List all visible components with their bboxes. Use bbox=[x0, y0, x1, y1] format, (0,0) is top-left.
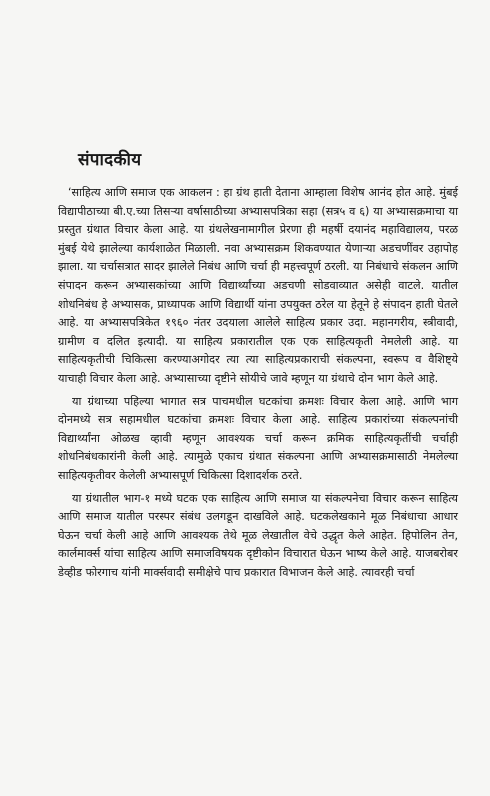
paragraph-3: या ग्रंथातील भाग-१ मध्ये घटक एक साहित्य आणि समाज या संकल्पनेचा विचार करून साहित्य आणि समाज यातील परस्पर संबंध उलगडून दाखविले आहे. घटकलेखकाने मूळ निबंधाचा आधार घेऊन चर्चा केली आहे आणि आवश्यक तेथे मूळ लेखातील वेचे उद्धृत केले आहेत. हिपोलिन तेन, कार्लमार्क्स यांचा साहित्य आणि समाजविषयक दृष्टीकोन विचारात घेऊन भाष्य केले आहे. याजबरोबर डेव्हीड फोरगाच यांनी मार्क्सवादी समीक्षेचे पाच प्रकारात विभाजन केले आहे. त्यावरही चर्चा bbox=[58, 491, 458, 579]
paragraph-1: ‘साहित्य आणि समाज एक आकलन : हा ग्रंथ हाती देताना आम्हाला विशेष आनंद होत आहे. मुंबई विद्यापीठाच्या बी.ए.च्या तिसऱ्या वर्षासाठीच्या अभ्यासपत्रिका सहा (सत्र५ व ६) या अभ्यासक्रमाचा या प्रस्तुत ग्रंथात विचार केला आहे. या ग्रंथलेखनामागील प्रेरणा ही महर्षी दयानंद महाविद्यालय, परळ मुंबई येथे झालेल्या कार्यशाळेत मिळाली. नवा अभ्यासक्रम शिकवण्यात येणाऱ्या अडचणींवर उहापोह झाला. या चर्चासत्रात सादर झालेले निबंध आणि चर्चा ही महत्त्वपूर्ण ठरली. या निबंधाचे संकलन आणि संपादन करून अभ्यासकांच्या आणि विद्यार्थ्यांच्या अडचणी सोडवाव्यात असेही वाटले. यातील शोधनिबंध हे अभ्यासक, प्राध्यापक आणि विद्यार्थी यांना उपयुक्त ठरेल या हेतूने हे संपादन हाती घेतले आहे. या अभ्यासपत्रिकेत १९६० नंतर उदयाला आलेले साहित्य प्रकार उदा. महानगरीय, स्त्रीवादी, ग्रामीण व दलित इत्यादी. या साहित्य प्रकारातील एक एक साहित्यकृती नेमलेली आहे. या साहित्यकृतीची चिकित्सा करण्याअगोदर त्या त्या साहित्यप्रकाराची संकल्पना, स्वरूप व वैशिष्ट्ये याचाही विचार केला आहे. अभ्यासाच्या दृष्टीने सोयीचे जावे म्हणून या ग्रंथाचे दोन भाग केले आहे. bbox=[58, 186, 458, 385]
editorial-body bbox=[58, 184, 458, 586]
bleed-through-mark bbox=[230, 148, 300, 162]
page-heading: संपादकीय bbox=[78, 150, 142, 170]
paragraph-2: या ग्रंथाच्या पहिल्या भागात सत्र पाचमधील घटकांचा क्रमशः विचार केला आहे. आणि भाग दोनमध्ये सत्र सहामधील घटकांचा क्रमशः विचार केला आहे. साहित्य प्रकारांच्या संकल्पनांची विद्यार्थ्यांना ओळख व्हावी म्हणून आवश्यक चर्चा करून क्रमिक साहित्यकृतींची चर्चाही शोधनिबंधकारांनी केली आहे. त्यामुळे एकाच ग्रंथात संकल्पना आणि अभ्यासक्रमासाठी नेमलेल्या साहित्यकृतीवर केलेली अभ्यासपूर्ण चिकित्सा दिशादर्शक ठरते. bbox=[58, 394, 458, 482]
